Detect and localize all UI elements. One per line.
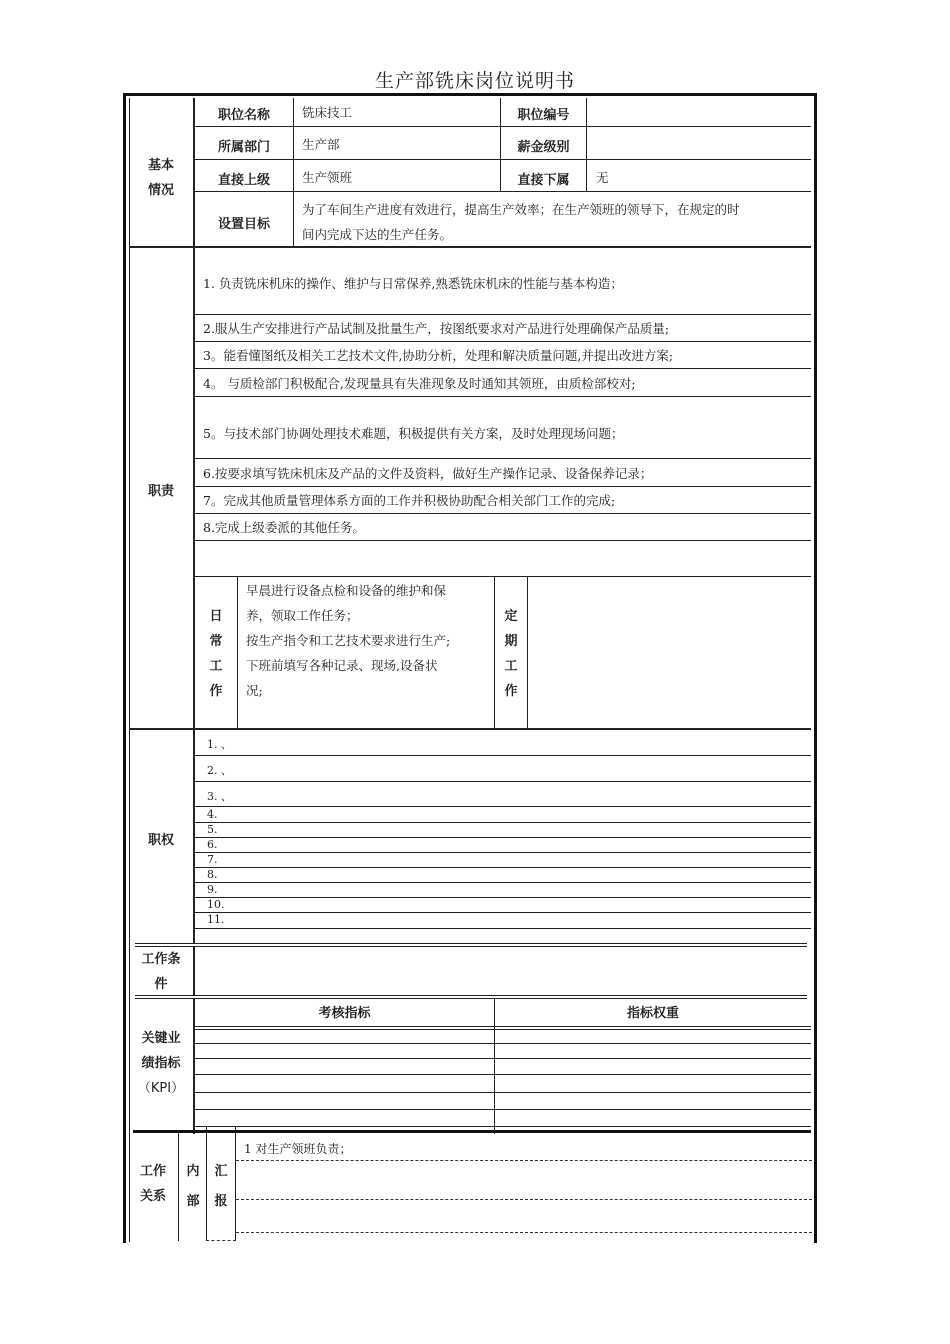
- daily-work-line-5: 况;: [246, 683, 263, 698]
- goal-line-2: 间内完成下达的生产任务。: [302, 227, 453, 242]
- duty-item-3: 3。能看懂图纸及相关工艺技术文件,协助分析，处理和解决质量问题,并提出改进方案;: [203, 348, 674, 363]
- duty-item-7: 7。完成其他质量管理体系方面的工作并积极协助配合相关部门工作的完成;: [203, 493, 616, 508]
- authority-item-9: 9.: [207, 883, 218, 896]
- superior-value: 生产领班: [302, 170, 353, 185]
- relations-label-line1: 工作: [139, 1164, 166, 1179]
- periodic-label-char: 作: [504, 684, 518, 699]
- periodic-label-char: 期: [504, 634, 518, 649]
- internal-label-char: 部: [186, 1194, 200, 1209]
- duty-item-1: 1. 负责铣床机床的操作、维护与日常保养,熟悉铣床机床的性能与基本构造；: [203, 276, 623, 291]
- report-label-char: 报: [214, 1194, 228, 1209]
- internal-label: [180, 1157, 206, 1217]
- relations-section-label: [130, 1159, 176, 1209]
- daily-label-char: 工: [209, 659, 223, 674]
- basic-info-label-line1: 基本: [147, 158, 174, 173]
- authority-item-6: 6.: [207, 838, 218, 851]
- kpi-label-line2: 绩指标: [141, 1056, 181, 1071]
- kpi-section-label: [130, 1026, 192, 1101]
- duty-item-4: 4。 与质检部门积极配合,发现量具有失准现象及时通知其领班，由质检部校对;: [203, 376, 636, 391]
- duties-section-label: 职责: [147, 484, 174, 499]
- authority-item-11: 11.: [207, 913, 225, 926]
- conditions-section-label: [130, 947, 192, 997]
- duty-item-2: 2.服从生产安排进行产品试制及批量生产，按图纸要求对产品进行处理确保产品质量;: [203, 321, 670, 336]
- relations-label-line2: 关系: [139, 1189, 166, 1204]
- position-name-label: 职位名称: [217, 108, 270, 123]
- subordinate-label: 直接下属: [517, 173, 570, 188]
- authority-item-5: 5.: [207, 823, 218, 836]
- periodic-label-char: 工: [504, 659, 518, 674]
- authority-item-10: 10.: [207, 898, 225, 911]
- conditions-label-line1: 工作条: [141, 952, 181, 967]
- daily-label-char: 常: [209, 634, 223, 649]
- basic-info-section-label: [130, 153, 192, 203]
- daily-label-char: 作: [209, 684, 223, 699]
- daily-work-line-3: 按生产指令和工艺技术要求进行生产;: [246, 633, 451, 648]
- daily-work-line-4: 下班前填写各种记录、现场,设备状: [246, 658, 438, 673]
- duty-item-6: 6.按要求填写铣床机床及产品的文件及资料，做好生产操作记录、设备保养记录；: [203, 466, 653, 481]
- kpi-label-line3: （KPI）: [137, 1081, 185, 1096]
- report-label: [207, 1157, 235, 1217]
- page-title: 生产部铣床岗位说明书: [374, 70, 575, 92]
- dept-value: 生产部: [302, 137, 340, 152]
- daily-work-line-2: 养，领取工作任务；: [246, 608, 359, 623]
- duty-item-8: 8.完成上级委派的其他任务。: [203, 520, 365, 535]
- kpi-label-line1: 关键业: [141, 1031, 181, 1046]
- authority-item-2: 2. 、: [207, 764, 232, 777]
- daily-work-line-1: 早晨进行设备点检和设备的维护和保: [246, 583, 447, 598]
- basic-info-label-line2: 情况: [147, 183, 174, 198]
- position-no-label: 职位编号: [517, 108, 570, 123]
- goal-line-1: 为了车间生产进度有效进行，提高生产效率；在生产领班的领导下，在规定的时: [302, 202, 740, 217]
- kpi-col-indicator: 考核指标: [318, 1006, 371, 1021]
- position-name-value: 铣床技工: [302, 105, 353, 120]
- kpi-col-weight: 指标权重: [626, 1006, 679, 1021]
- authority-item-7: 7.: [207, 853, 218, 866]
- daily-label-char: 日: [209, 609, 223, 624]
- authority-item-4: 4.: [207, 808, 218, 821]
- daily-work-label: [206, 604, 226, 704]
- duty-item-5: 5。与技术部门协调处理技术难题，积极提供有关方案，及时处理现场问题；: [203, 426, 624, 441]
- authority-item-8: 8.: [207, 868, 218, 881]
- internal-label-char: 内: [186, 1164, 200, 1179]
- periodic-work-label: [501, 604, 521, 704]
- superior-label: 直接上级: [217, 173, 270, 188]
- report-line-1: 1 对生产领班负责；: [244, 1142, 352, 1156]
- periodic-label-char: 定: [504, 609, 518, 624]
- authority-item-1: 1. 、: [207, 738, 232, 751]
- authority-section-label: 职权: [147, 833, 174, 848]
- dept-label: 所属部门: [217, 140, 270, 155]
- report-label-char: 汇: [214, 1164, 228, 1179]
- authority-item-3: 3. 、: [207, 790, 232, 803]
- salary-label: 薪金级别: [517, 140, 570, 155]
- subordinate-value: 无: [596, 170, 609, 185]
- goal-label: 设置目标: [217, 217, 270, 232]
- conditions-label-line2: 件: [154, 977, 168, 992]
